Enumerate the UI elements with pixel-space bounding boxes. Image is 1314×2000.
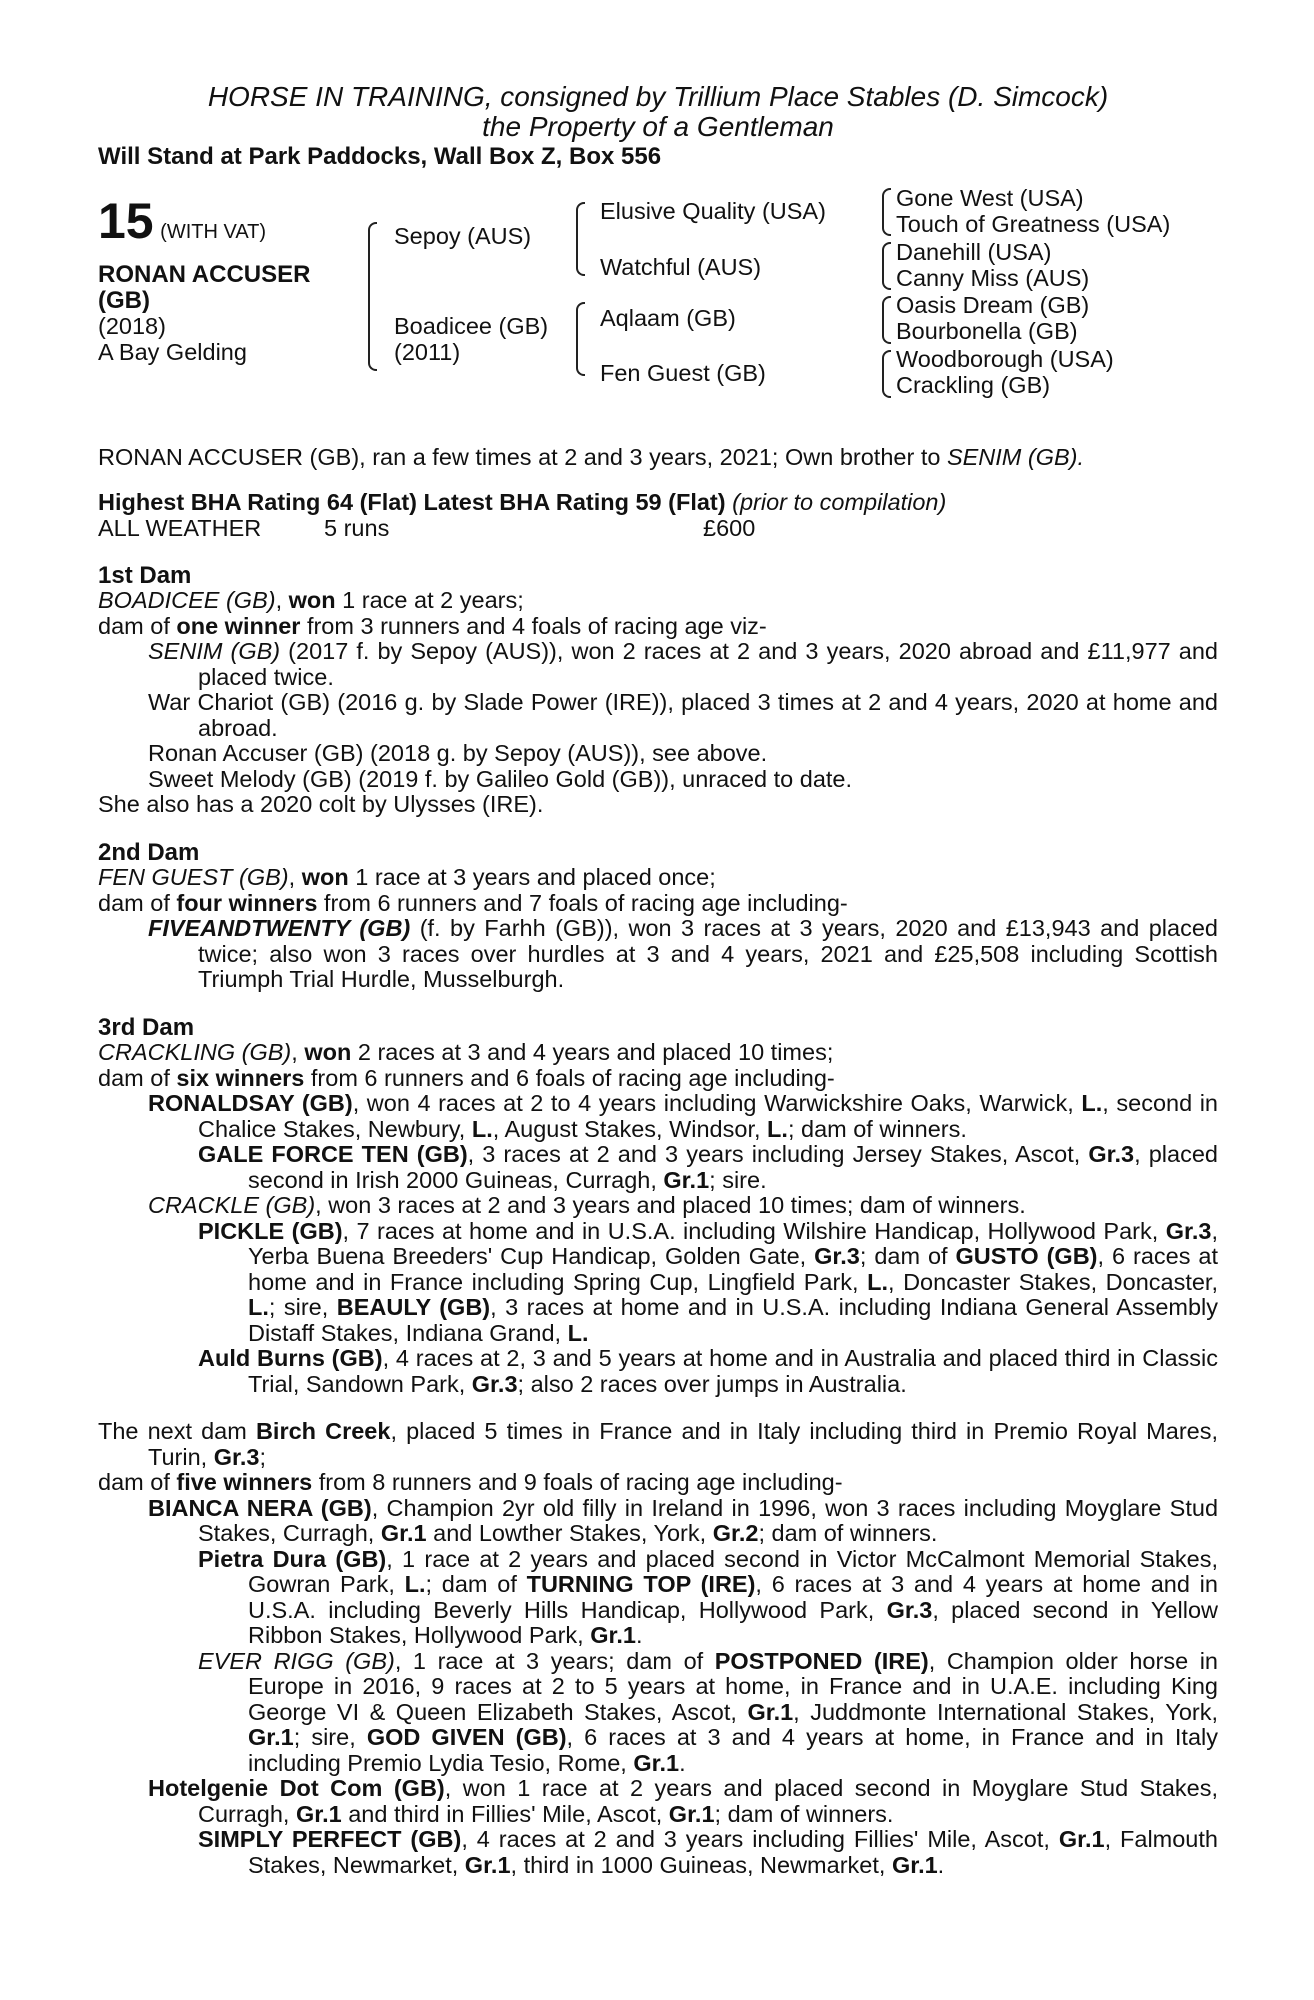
rating-earnings: £600 [703,514,756,541]
produce-record: Auld Burns (GB), 4 races at 2, 3 and 5 years at home and in Australia and placed third in Classic Trial, Sandown Park, Gr.3; also 2 races over jumps in Australia. [198,1345,1218,1397]
section-heading: 1st Dam [98,561,192,589]
rating-block [98,490,1218,541]
pedigree-dam-sire: Aqlaam (GB) [600,304,736,331]
pedigree-brace [882,350,891,398]
lot-number: 15 [98,192,154,249]
produce-record: Pietra Dura (GB), 1 race at 2 years and placed second in Victor McCalmont Memorial Stakes, Gowran Park, L.; dam of TURNING TOP (IRE), 6 races at 3 and 4 years at home and in U.S.A. including Beverly Hills Handicap, Hollywood Park, Gr.3, placed second in Yellow Ribbon Stakes, Hollywood Park, Gr.1. [198,1545,1218,1648]
second-dam-section: 2nd Dam FEN GUEST (GB), won 1 race at 3 years and placed once; dam of four winners from 6 runners and 7 foals of racing age including- FIVEANDTWENTY (GB) (f. by Farhh (GB)), won 3 races at 3 years, 2020 and £13,943 and placed twice; also won 3 races over hurdles at 3 and 4 years, 2021 and £25,508 including Scottish Triumph Trial Hurdle, Musselburgh. [98,838,1218,992]
produce-record: SENIM (GB) (2017 f. by Sepoy (AUS)), won 2 races at 2 and 3 years, 2020 abroad and £11,977 and placed twice. [148,638,1218,690]
pedigree-g3: Bourbonella (GB) [896,317,1078,344]
produce-note: She also has a 2020 colt by Ulysses (IRE). [98,791,544,817]
pedigree-sire-sire: Elusive Quality (USA) [600,197,826,224]
produce-record: FIVEANDTWENTY (GB) (f. by Farhh (GB)), won 3 races at 3 years, 2020 and £13,943 and placed twice; also won 3 races over hurdles at 3 and 4 years, 2021 and £25,508 including Scottish Triumph Trial Hurdle, Musselburgh. [148,915,1218,992]
property-line: the Property of a Gentleman [482,111,834,142]
first-dam-section: 1st Dam BOADICEE (GB), won 1 race at 2 years; dam of one winner from 3 runners and 4 foals of racing age viz- SENIM (GB) (2017 f. by Sepoy (AUS)), won 2 races at 2 and 3 years, 2020 abroad and £11,977 and placed twice. War Chariot (GB) (2016 g. by Slade Power (IRE)), placed 3 times at 2 and 4 years, 2020 at home and abroad. Ronan Accuser (GB) (2018 g. by Sepoy (AUS)), see above. Sweet Melody (GB) (2019 f. by Galileo Gold (GB)), unraced to date. She also has a 2020 colt by Ulysses (IRE). [98,561,1218,817]
pedigree-dam-dam: Fen Guest (GB) [600,359,766,386]
third-dam-section: 3rd Dam CRACKLING (GB), won 2 races at 3 and 4 years and placed 10 times; dam of six winners from 6 runners and 6 foals of racing age including- RONALDSAY (GB), won 4 races at 2 to 4 years including Warwickshire Oaks, Warwick, L., second in Chalice Stakes, Newbury, L., August Stakes, Windsor, L.; dam of winners. GALE FORCE TEN (GB), 3 races at 2 and 3 years including Jersey Stakes, Ascot, Gr.3, placed second in Irish 2000 Guineas, Curragh, Gr.1; sire. CRACKLE (GB), won 3 races at 2 and 3 years and placed 10 times; dam of winners. PICKLE (GB), 7 races at home and in U.S.A. including Wilshire Handicap, Hollywood Park, Gr.3, Yerba Buena Breeders' Cup Handicap, Golden Gate, Gr.3; dam of GUSTO (GB), 6 races at home and in France including Spring Cup, Lingfield Park, L., Doncaster Stakes, Doncaster, L.; sire, BEAULY (GB), 3 races at home and in U.S.A. including Indiana General Assembly Distaff Stakes, Indiana Grand, L. Auld Burns (GB), 4 races at 2, 3 and 5 years at home and in Australia and placed third in Classic Trial, Sandown Park, Gr.3; also 2 races over jumps in Australia. [98,1013,1219,1397]
section-heading: 2nd Dam [98,838,200,866]
pedigree-brace [882,242,891,290]
next-dam-section: The next dam Birch Creek, placed 5 times in France and in Italy including third in Premio Royal Mares, Turin, Gr.3; dam of five winners from 8 runners and 9 foals of racing age including- BIANCA NERA (GB), Champion 2yr old filly in Ireland in 1996, won 3 races including Moyglare Stud Stakes, Curragh, Gr.1 and Lowther Stakes, York, Gr.2; dam of winners. Pietra Dura (GB), 1 race at 2 years and placed second in Victor McCalmont Memorial Stakes, Gowran Park, L.; dam of TURNING TOP (IRE), 6 races at 3 and 4 years at home and in U.S.A. including Beverly Hills Handicap, Hollywood Park, Gr.3, placed second in Yellow Ribbon Stakes, Hollywood Park, Gr.1. EVER RIGG (GB), 1 race at 3 years; dam of POSTPONED (IRE), Champion older horse in Europe in 2016, 9 races at 2 to 5 years at home, in France and in U.A.E. including King George VI & Queen Elizabeth Stakes, Ascot, Gr.1, Juddmonte International Stakes, York, Gr.1; sire, GOD GIVEN (GB), 6 races at 3 and 4 years at home, in France and in Italy including Premio Lydia Tesio, Rome, Gr.1. Hotelgenie Dot Com (GB), won 1 race at 2 years and placed second in Moyglare Stud Stakes, Curragh, Gr.1 and third in Fillies' Mile, Ascot, Gr.1; dam of winners. SIMPLY PERFECT (GB), 4 races at 2 and 3 years including Fillies' Mile, Ascot, Gr.1, Falmouth Stakes, Newmarket, Gr.1, third in 1000 Guineas, Newmarket, Gr.1. [98,1418,1219,1878]
vat-label: (WITH VAT) [160,220,267,243]
horse-description: A Bay Gelding [98,338,247,365]
rating-bold: Highest BHA Rating 64 (Flat) Latest BHA Rating 59 (Flat) [98,489,726,515]
produce-record: BIANCA NERA (GB), Champion 2yr old filly in Ireland in 1996, won 3 races including Moyglare Stud Stakes, Curragh, Gr.1 and Lowther Stakes, York, Gr.2; dam of winners. [148,1494,1219,1546]
horse-year: (2018) [98,312,166,339]
horse-name: RONAN ACCUSER [98,260,311,288]
lot-pedigree-block [98,184,1218,437]
pedigree-brace [368,222,377,371]
pedigree-sire-dam: Watchful (AUS) [600,253,762,280]
produce-record: SIMPLY PERFECT (GB), 4 races at 2 and 3 years including Fillies' Mile, Ascot, Gr.1, Falmouth Stakes, Newmarket, Gr.1, third in 1000 Guineas, Newmarket, Gr.1. [198,1826,1218,1878]
pedigree-sire: Sepoy (AUS) [394,222,532,249]
pedigree-brace [576,202,585,276]
produce-record: PICKLE (GB), 7 races at home and in U.S.A. including Wilshire Handicap, Hollywood Park, Gr.3, Yerba Buena Breeders' Cup Handicap, Golden Gate, Gr.3; dam of GUSTO (GB), 6 races at home and in France including Spring Cup, Lingfield Park, L., Doncaster Stakes, Doncaster, L.; sire, BEAULY (GB), 3 races at home and in U.S.A. including Indiana General Assembly Distaff Stakes, Indiana Grand, L. [198,1217,1219,1346]
page-header [98,82,1218,142]
summary-line: RONAN ACCUSER (GB), ran a few times at 2 and 3 years, 2021; Own brother to SENIM (GB). [98,443,1085,470]
produce-record: EVER RIGG (GB), 1 race at 3 years; dam of POSTPONED (IRE), Champion older horse in Europe in 2016, 9 races at 2 to 5 years at home, in France and in U.A.E. including King George VI & Queen Elizabeth Stakes, Ascot, Gr.1, Juddmonte International Stakes, York, Gr.1; sire, GOD GIVEN (GB), 6 races at 3 and 4 years at home, in France and in Italy including Premio Lydia Tesio, Rome, Gr.1. [198,1647,1219,1776]
produce-record: Ronan Accuser (GB) (2018 g. by Sepoy (AUS)), see above. [148,740,768,766]
pedigree-g3: Danehill (USA) [896,238,1052,265]
horse-country: (GB) [98,286,150,314]
produce-record: Hotelgenie Dot Com (GB), won 1 race at 2 years and placed second in Moyglare Stud Stakes, Curragh, Gr.1 and third in Fillies' Mile, Ascot, Gr.1; dam of winners. [148,1775,1218,1827]
pedigree-brace [882,296,891,344]
produce-record: War Chariot (GB) (2016 g. by Slade Power (IRE)), placed 3 times at 2 and 4 years, 2020 at home and abroad. [148,689,1218,741]
rating-surface: ALL WEATHER [98,514,262,541]
produce-record: CRACKLE (GB), won 3 races at 2 and 3 years and placed 10 times; dam of winners. [148,1192,1026,1218]
catalogue-page [98,82,1218,1878]
produce-record: RONALDSAY (GB), won 4 races at 2 to 4 years including Warwickshire Oaks, Warwick, L., second in Chalice Stakes, Newbury, L., August Stakes, Windsor, L.; dam of winners. [148,1090,1219,1142]
consignor-line: HORSE IN TRAINING, consigned by Trillium Place Stables (D. Simcock) [207,81,1109,112]
rating-note: (prior to compilation) [732,489,947,515]
produce-record: Sweet Melody (GB) (2019 f. by Galileo Gold (GB)), unraced to date. [148,765,853,792]
lot-number-row [98,192,267,249]
pedigree-g3: Canny Miss (AUS) [896,264,1090,291]
pedigree-dam: Boadicee (GB) [394,312,549,339]
pedigree-g3: Woodborough (USA) [896,345,1114,372]
produce-record: GALE FORCE TEN (GB), 3 races at 2 and 3 years including Jersey Stakes, Ascot, Gr.3, placed second in Irish 2000 Guineas, Curragh, Gr.1; sire. [198,1141,1218,1193]
pedigree-dam-year: (2011) [394,338,461,365]
pedigree-brace [576,302,585,376]
pedigree-g3: Oasis Dream (GB) [896,291,1090,318]
section-heading: 3rd Dam [98,1013,195,1041]
pedigree-g3: Crackling (GB) [896,371,1051,398]
rating-runs: 5 runs [324,514,390,541]
pedigree-g3: Gone West (USA) [896,184,1084,211]
stabling-line: Will Stand at Park Paddocks, Wall Box Z, Box 556 [98,143,662,170]
pedigree-brace [882,188,891,236]
pedigree-g3: Touch of Greatness (USA) [896,210,1171,237]
